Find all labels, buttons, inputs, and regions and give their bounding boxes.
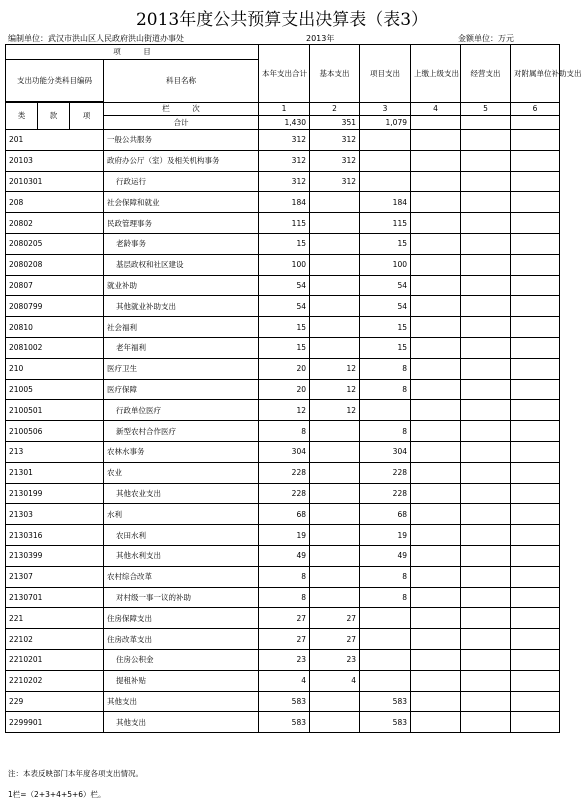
- table-row: [6, 337, 560, 358]
- row-project: 15: [360, 337, 411, 358]
- header-basic: 基本支出: [310, 45, 360, 103]
- row-upper: [411, 504, 461, 525]
- row-biz: [461, 545, 511, 566]
- row-sub: [511, 379, 560, 400]
- table-row: [6, 670, 560, 691]
- row-code: 2210201: [6, 649, 104, 670]
- row-total: 12: [259, 400, 310, 421]
- row-basic: 312: [310, 150, 360, 171]
- row-basic: [310, 233, 360, 254]
- row-sub: [511, 275, 560, 296]
- total-basic: 351: [310, 116, 360, 130]
- row-code: 2010301: [6, 171, 104, 192]
- row-sub: [511, 525, 560, 546]
- table-row: [6, 712, 560, 733]
- row-upper: [411, 483, 461, 504]
- row-basic: [310, 441, 360, 462]
- row-biz: [461, 150, 511, 171]
- row-total: 49: [259, 545, 310, 566]
- row-project: 8: [360, 421, 411, 442]
- row-code: 2299901: [6, 712, 104, 733]
- row-biz: [461, 441, 511, 462]
- table-row: [6, 213, 560, 234]
- row-basic: [310, 691, 360, 712]
- row-basic: 312: [310, 171, 360, 192]
- row-sub: [511, 483, 560, 504]
- row-total: 312: [259, 150, 310, 171]
- row-total: 20: [259, 358, 310, 379]
- row-biz: [461, 712, 511, 733]
- row-biz: [461, 525, 511, 546]
- row-total: 54: [259, 275, 310, 296]
- row-sub: [511, 171, 560, 192]
- row-upper: [411, 192, 461, 213]
- row-sub: [511, 233, 560, 254]
- row-code: 201: [6, 130, 104, 151]
- row-project: 15: [360, 233, 411, 254]
- row-basic: [310, 275, 360, 296]
- table-row: [6, 462, 560, 483]
- unit-label: 金额单位：万元: [458, 34, 514, 43]
- row-project: [360, 649, 411, 670]
- total-project: 1,079: [360, 116, 411, 130]
- table-row: [6, 483, 560, 504]
- row-total: 20: [259, 379, 310, 400]
- org-label: 编制单位：武汉市洪山区人民政府洪山街道办事处: [8, 34, 184, 43]
- row-code: 2081002: [6, 337, 104, 358]
- row-total: 15: [259, 317, 310, 338]
- header-project-exp: 项目支出: [360, 45, 411, 103]
- row-sub: [511, 587, 560, 608]
- header-name: 科目名称: [104, 60, 259, 103]
- row-upper: [411, 337, 461, 358]
- row-name: 水利: [104, 504, 259, 525]
- header-code: 支出功能分类科目编码: [6, 60, 104, 102]
- row-sub: [511, 130, 560, 151]
- row-upper: [411, 691, 461, 712]
- row-name: 行政运行: [104, 171, 259, 192]
- row-sub: [511, 649, 560, 670]
- row-code: 221: [6, 608, 104, 629]
- row-sub: [511, 213, 560, 234]
- row-name: 行政单位医疗: [104, 400, 259, 421]
- table-row: [6, 525, 560, 546]
- table-row: [6, 587, 560, 608]
- row-project: 228: [360, 483, 411, 504]
- row-basic: 4: [310, 670, 360, 691]
- row-total: 27: [259, 629, 310, 650]
- row-sub: [511, 712, 560, 733]
- row-basic: [310, 566, 360, 587]
- row-sub: [511, 608, 560, 629]
- row-sub: [511, 421, 560, 442]
- row-sub: [511, 670, 560, 691]
- row-upper: [411, 130, 461, 151]
- row-biz: [461, 171, 511, 192]
- row-name: 其他水利支出: [104, 545, 259, 566]
- row-project: 8: [360, 358, 411, 379]
- row-name: 就业补助: [104, 275, 259, 296]
- header-lei: 类: [6, 103, 38, 130]
- table-row: [6, 504, 560, 525]
- row-sub: [511, 504, 560, 525]
- row-name: 农田水利: [104, 525, 259, 546]
- row-project: 184: [360, 192, 411, 213]
- row-name: 新型农村合作医疗: [104, 421, 259, 442]
- row-project: [360, 608, 411, 629]
- row-basic: 12: [310, 400, 360, 421]
- row-total: 583: [259, 712, 310, 733]
- row-project: [360, 130, 411, 151]
- row-total: 100: [259, 254, 310, 275]
- table-row: [6, 254, 560, 275]
- table-row: [6, 317, 560, 338]
- row-biz: [461, 649, 511, 670]
- header-total: 本年支出合计: [259, 45, 310, 103]
- row-upper: [411, 525, 461, 546]
- row-code: 2130701: [6, 587, 104, 608]
- row-upper: [411, 358, 461, 379]
- row-upper: [411, 566, 461, 587]
- row-code: 21301: [6, 462, 104, 483]
- row-name: 老龄事务: [104, 233, 259, 254]
- table-row: [6, 275, 560, 296]
- row-total: 54: [259, 296, 310, 317]
- row-project: 100: [360, 254, 411, 275]
- row-name: 农业: [104, 462, 259, 483]
- row-name: 对村级一事一议的补助: [104, 587, 259, 608]
- row-project: 8: [360, 566, 411, 587]
- row-code: 21307: [6, 566, 104, 587]
- row-code: 2100506: [6, 421, 104, 442]
- expenditure-table: [5, 44, 582, 733]
- row-sub: [511, 296, 560, 317]
- col-num: 5: [461, 103, 511, 116]
- row-name: 其他支出: [104, 691, 259, 712]
- row-sub: [511, 317, 560, 338]
- row-biz: [461, 233, 511, 254]
- row-biz: [461, 691, 511, 712]
- total-sum: 1,430: [259, 116, 310, 130]
- row-total: 115: [259, 213, 310, 234]
- row-upper: [411, 462, 461, 483]
- table-row: [6, 421, 560, 442]
- table-row: [6, 192, 560, 213]
- row-project: 583: [360, 691, 411, 712]
- col-num: 1: [259, 103, 310, 116]
- row-upper: [411, 441, 461, 462]
- row-code: 229: [6, 691, 104, 712]
- row-sub: [511, 254, 560, 275]
- row-biz: [461, 504, 511, 525]
- row-code: 2130199: [6, 483, 104, 504]
- row-total: 8: [259, 421, 310, 442]
- row-project: 19: [360, 525, 411, 546]
- year-label: 2013年: [306, 34, 335, 43]
- row-project: 68: [360, 504, 411, 525]
- row-basic: [310, 192, 360, 213]
- row-biz: [461, 462, 511, 483]
- row-basic: 12: [310, 379, 360, 400]
- row-total: 8: [259, 587, 310, 608]
- table-row: [6, 649, 560, 670]
- row-total: 23: [259, 649, 310, 670]
- row-code: 22102: [6, 629, 104, 650]
- row-total: 312: [259, 130, 310, 151]
- row-upper: [411, 213, 461, 234]
- row-basic: [310, 483, 360, 504]
- row-upper: [411, 275, 461, 296]
- row-upper: [411, 400, 461, 421]
- row-total: 15: [259, 233, 310, 254]
- table-row: [6, 379, 560, 400]
- table-row: [6, 358, 560, 379]
- row-total: 312: [259, 171, 310, 192]
- row-name: 其他农业支出: [104, 483, 259, 504]
- row-name: 住房改革支出: [104, 629, 259, 650]
- row-name: 住房公积金: [104, 649, 259, 670]
- row-upper: [411, 712, 461, 733]
- row-biz: [461, 275, 511, 296]
- row-total: 68: [259, 504, 310, 525]
- row-basic: [310, 254, 360, 275]
- row-name: 住房保障支出: [104, 608, 259, 629]
- row-biz: [461, 379, 511, 400]
- row-basic: [310, 213, 360, 234]
- row-basic: [310, 504, 360, 525]
- table-row: [6, 171, 560, 192]
- row-sub: [511, 545, 560, 566]
- row-biz: [461, 192, 511, 213]
- row-upper: [411, 545, 461, 566]
- row-upper: [411, 608, 461, 629]
- col-num: 6: [511, 103, 560, 116]
- row-basic: [310, 587, 360, 608]
- row-basic: [310, 462, 360, 483]
- row-sub: [511, 358, 560, 379]
- row-basic: [310, 525, 360, 546]
- col-num: 2: [310, 103, 360, 116]
- row-basic: [310, 545, 360, 566]
- row-biz: [461, 566, 511, 587]
- table-row: [6, 629, 560, 650]
- row-basic: [310, 712, 360, 733]
- row-basic: [310, 317, 360, 338]
- row-name: 提租补贴: [104, 670, 259, 691]
- row-biz: [461, 317, 511, 338]
- page-title: 2013年度公共预算支出决算表（表3）: [135, 10, 429, 30]
- table-row: [6, 233, 560, 254]
- row-basic: 12: [310, 358, 360, 379]
- row-sub: [511, 691, 560, 712]
- row-basic: [310, 337, 360, 358]
- table-row: [6, 130, 560, 151]
- row-project: [360, 171, 411, 192]
- row-code: 20802: [6, 213, 104, 234]
- row-name: 基层政权和社区建设: [104, 254, 259, 275]
- row-upper: [411, 649, 461, 670]
- row-sub: [511, 192, 560, 213]
- table-row: [6, 608, 560, 629]
- row-total: 304: [259, 441, 310, 462]
- row-sub: [511, 150, 560, 171]
- row-basic: 27: [310, 608, 360, 629]
- row-name: 社会福利: [104, 317, 259, 338]
- row-project: 583: [360, 712, 411, 733]
- row-biz: [461, 213, 511, 234]
- row-total: 228: [259, 462, 310, 483]
- row-upper: [411, 587, 461, 608]
- header-project: 项 目: [6, 45, 259, 60]
- header-lan: 栏 次: [104, 103, 259, 116]
- note-2: 1栏=（2+3+4+5+6）栏。: [8, 790, 106, 799]
- row-project: 49: [360, 545, 411, 566]
- row-code: 213: [6, 441, 104, 462]
- row-basic: 312: [310, 130, 360, 151]
- row-project: [360, 670, 411, 691]
- row-upper: [411, 150, 461, 171]
- row-name: 农村综合改革: [104, 566, 259, 587]
- row-biz: [461, 337, 511, 358]
- row-upper: [411, 379, 461, 400]
- row-name: 一般公共服务: [104, 130, 259, 151]
- table-row: [6, 150, 560, 171]
- row-code: 2130399: [6, 545, 104, 566]
- row-biz: [461, 130, 511, 151]
- row-code: 21303: [6, 504, 104, 525]
- row-project: [360, 400, 411, 421]
- row-basic: 27: [310, 629, 360, 650]
- row-project: 54: [360, 296, 411, 317]
- row-total: 583: [259, 691, 310, 712]
- table-row: [6, 691, 560, 712]
- row-upper: [411, 233, 461, 254]
- row-code: 210: [6, 358, 104, 379]
- row-code: 2130316: [6, 525, 104, 546]
- row-basic: 23: [310, 649, 360, 670]
- row-project: 8: [360, 379, 411, 400]
- row-name: 其他支出: [104, 712, 259, 733]
- row-name: 医疗卫生: [104, 358, 259, 379]
- row-biz: [461, 629, 511, 650]
- table-row: [6, 296, 560, 317]
- header-kuan: 款: [38, 103, 70, 130]
- row-total: 184: [259, 192, 310, 213]
- header-sub: 对附属单位补助支出: [511, 45, 560, 103]
- total-label: 合计: [104, 116, 259, 130]
- table-row: [6, 400, 560, 421]
- row-sub: [511, 400, 560, 421]
- row-basic: [310, 296, 360, 317]
- row-code: 20103: [6, 150, 104, 171]
- row-biz: [461, 483, 511, 504]
- row-upper: [411, 254, 461, 275]
- row-project: 304: [360, 441, 411, 462]
- row-code: 208: [6, 192, 104, 213]
- row-code: 2100501: [6, 400, 104, 421]
- row-sub: [511, 337, 560, 358]
- row-biz: [461, 608, 511, 629]
- row-code: 21005: [6, 379, 104, 400]
- row-biz: [461, 670, 511, 691]
- row-code: 2080205: [6, 233, 104, 254]
- row-project: 115: [360, 213, 411, 234]
- row-total: 4: [259, 670, 310, 691]
- row-name: 农林水事务: [104, 441, 259, 462]
- row-biz: [461, 358, 511, 379]
- row-upper: [411, 629, 461, 650]
- row-biz: [461, 296, 511, 317]
- row-code: 20810: [6, 317, 104, 338]
- col-num: 4: [411, 103, 461, 116]
- row-total: 8: [259, 566, 310, 587]
- row-total: 19: [259, 525, 310, 546]
- row-code: 20807: [6, 275, 104, 296]
- row-project: 8: [360, 587, 411, 608]
- row-sub: [511, 462, 560, 483]
- row-code: 2080208: [6, 254, 104, 275]
- row-name: 民政管理事务: [104, 213, 259, 234]
- row-name: 医疗保障: [104, 379, 259, 400]
- row-upper: [411, 171, 461, 192]
- table-row: [6, 566, 560, 587]
- row-name: 政府办公厅（室）及相关机构事务: [104, 150, 259, 171]
- header-xiang: 项: [70, 103, 104, 130]
- header-biz: 经营支出: [461, 45, 511, 103]
- row-code: 2080799: [6, 296, 104, 317]
- row-code: 2210202: [6, 670, 104, 691]
- row-sub: [511, 441, 560, 462]
- row-project: [360, 629, 411, 650]
- row-name: 其他就业补助支出: [104, 296, 259, 317]
- row-total: 15: [259, 337, 310, 358]
- row-total: 27: [259, 608, 310, 629]
- row-project: [360, 150, 411, 171]
- col-num: 3: [360, 103, 411, 116]
- row-upper: [411, 296, 461, 317]
- row-name: 社会保障和就业: [104, 192, 259, 213]
- row-sub: [511, 566, 560, 587]
- row-biz: [461, 587, 511, 608]
- row-upper: [411, 670, 461, 691]
- row-sub: [511, 629, 560, 650]
- table-row: [6, 545, 560, 566]
- note-1: 注：本表反映部门本年度各项支出情况。: [8, 769, 143, 778]
- row-biz: [461, 254, 511, 275]
- row-project: 228: [360, 462, 411, 483]
- row-biz: [461, 421, 511, 442]
- row-basic: [310, 421, 360, 442]
- row-name: 老年福利: [104, 337, 259, 358]
- row-total: 228: [259, 483, 310, 504]
- row-biz: [461, 400, 511, 421]
- row-upper: [411, 317, 461, 338]
- row-project: 54: [360, 275, 411, 296]
- table-row: [6, 441, 560, 462]
- row-project: 15: [360, 317, 411, 338]
- row-upper: [411, 421, 461, 442]
- header-upper: 上缴上级支出: [411, 45, 461, 103]
